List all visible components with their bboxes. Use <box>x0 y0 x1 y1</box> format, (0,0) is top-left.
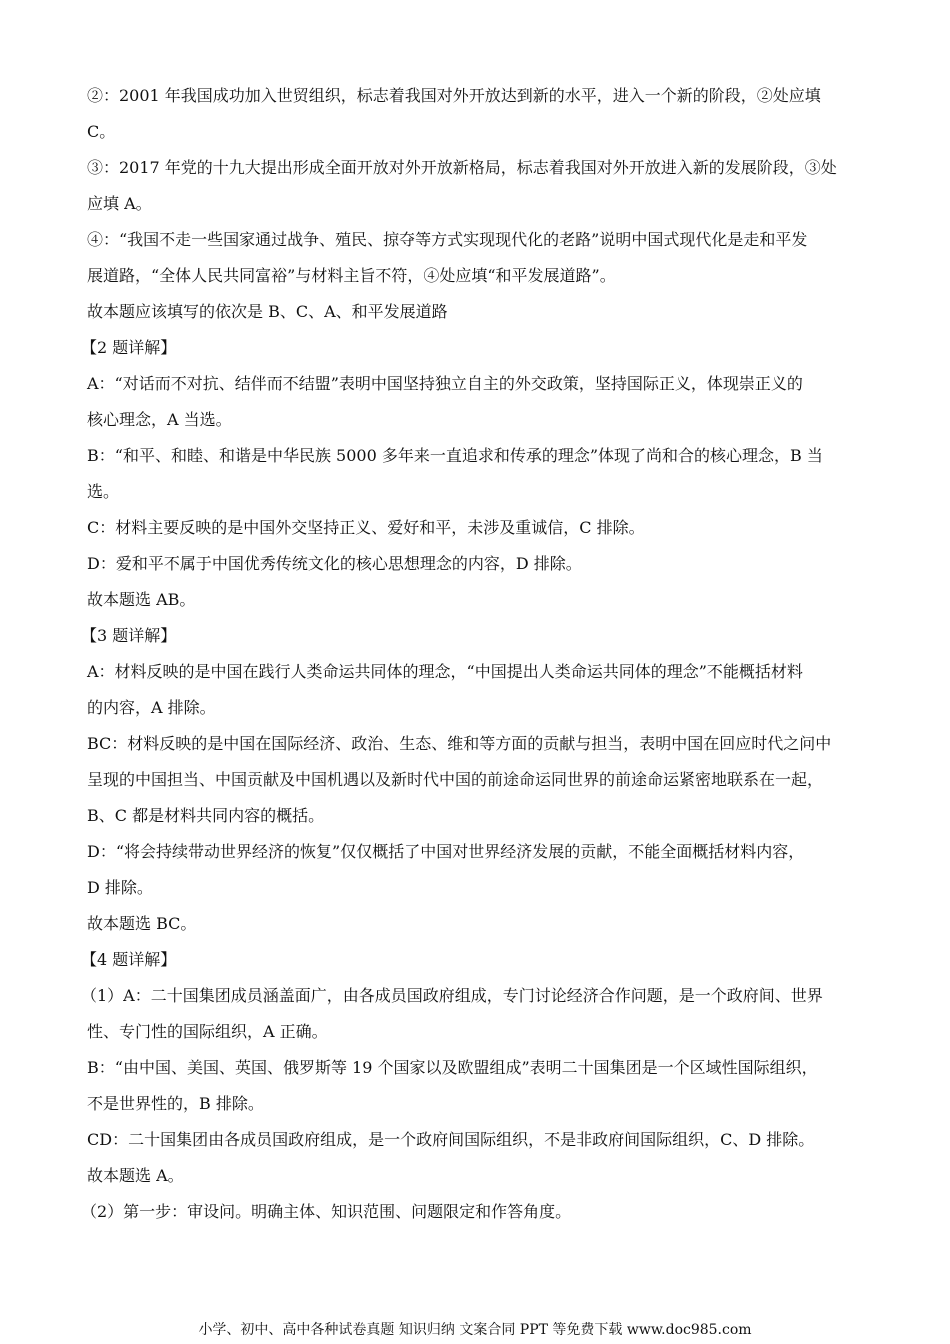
text-line: B：“和平、和睦、和谐是中华民族 5000 多年来一直追求和传承的理念”体现了尚和合的核心理念，B 当 <box>87 446 823 465</box>
section-heading: 【2 题详解】 <box>81 338 177 357</box>
text-line: 性、专门性的国际组织，A 正确。 <box>87 1022 328 1041</box>
text-line: 选。 <box>87 482 120 501</box>
text-line: D 排除。 <box>87 878 153 897</box>
text-line: 呈现的中国担当、中国贡献及中国机遇以及新时代中国的前途命运同世界的前途命运紧密地联系在一起， <box>87 770 824 789</box>
text-line: ④：“我国不走一些国家通过战争、殖民、掠夺等方式实现现代化的老路”说明中国式现代化是走和平发 <box>87 230 808 249</box>
text-line: 核心理念，A 当选。 <box>87 410 232 429</box>
text-line: A：材料反映的是中国在践行人类命运共同体的理念，“中国提出人类命运共同体的理念”不能概括材料 <box>87 662 803 681</box>
text-line: 故本题选 BC。 <box>87 914 197 933</box>
page-footer: 小学、初中、高中各种试卷真题 知识归纳 文案合同 PPT 等免费下载 www.doc985.com <box>198 1322 752 1338</box>
text-line: 展道路，“全体人民共同富裕”与材料主旨不符，④处应填“和平发展道路”。 <box>87 266 616 285</box>
text-line: ②：2001 年我国成功加入世贸组织，标志着我国对外开放达到新的水平，进入一个新的阶段，②处应填 <box>87 86 821 105</box>
section-heading: （1）A：二十国集团成员涵盖面广，由各成员国政府组成，专门讨论经济合作问题，是一个政府间、世界 <box>81 986 823 1005</box>
text-line: A：“对话而不对抗、结伴而不结盟”表明中国坚持独立自主的外交政策，坚持国际正义，体现崇正义的 <box>87 374 803 393</box>
section-heading: 【3 题详解】 <box>81 626 177 645</box>
text-line: 故本题选 A。 <box>87 1166 184 1185</box>
text-line: ③：2017 年党的十九大提出形成全面开放对外开放新格局，标志着我国对外开放进入新的发展阶段，③处 <box>87 158 837 177</box>
document-body <box>81 78 867 1230</box>
text-line: BC：材料反映的是中国在国际经济、政治、生态、维和等方面的贡献与担当，表明中国在回应时代之问中 <box>87 734 832 753</box>
section-heading: 【4 题详解】 <box>81 950 177 969</box>
text-line: 不是世界性的，B 排除。 <box>87 1094 264 1113</box>
text-line: C。 <box>87 122 116 141</box>
text-line: 应填 A。 <box>87 194 152 213</box>
text-line: C：材料主要反映的是中国外交坚持正义、爱好和平，未涉及重诚信，C 排除。 <box>87 518 645 537</box>
text-line: D：“将会持续带动世界经济的恢复”仅仅概括了中国对世界经济发展的贡献，不能全面概括材料内容， <box>87 842 805 861</box>
text-line: 故本题选 AB。 <box>87 590 196 609</box>
text-line: CD：二十国集团由各成员国政府组成，是一个政府间国际组织，不是非政府间国际组织，C、D 排除。 <box>87 1130 815 1149</box>
text-line: 的内容，A 排除。 <box>87 698 216 717</box>
text-line: B：“由中国、美国、英国、俄罗斯等 19 个国家以及欧盟组成”表明二十国集团是一个区域性国际组织， <box>87 1058 818 1077</box>
text-line: 故本题应该填写的依次是 B、C、A、和平发展道路 <box>87 302 448 321</box>
text-line: B、C 都是材料共同内容的概括。 <box>87 806 325 825</box>
section-heading: （2）第一步：审设问。明确主体、知识范围、问题限定和作答角度。 <box>81 1202 572 1221</box>
text-line: D：爱和平不属于中国优秀传统文化的核心思想理念的内容，D 排除。 <box>87 554 582 573</box>
